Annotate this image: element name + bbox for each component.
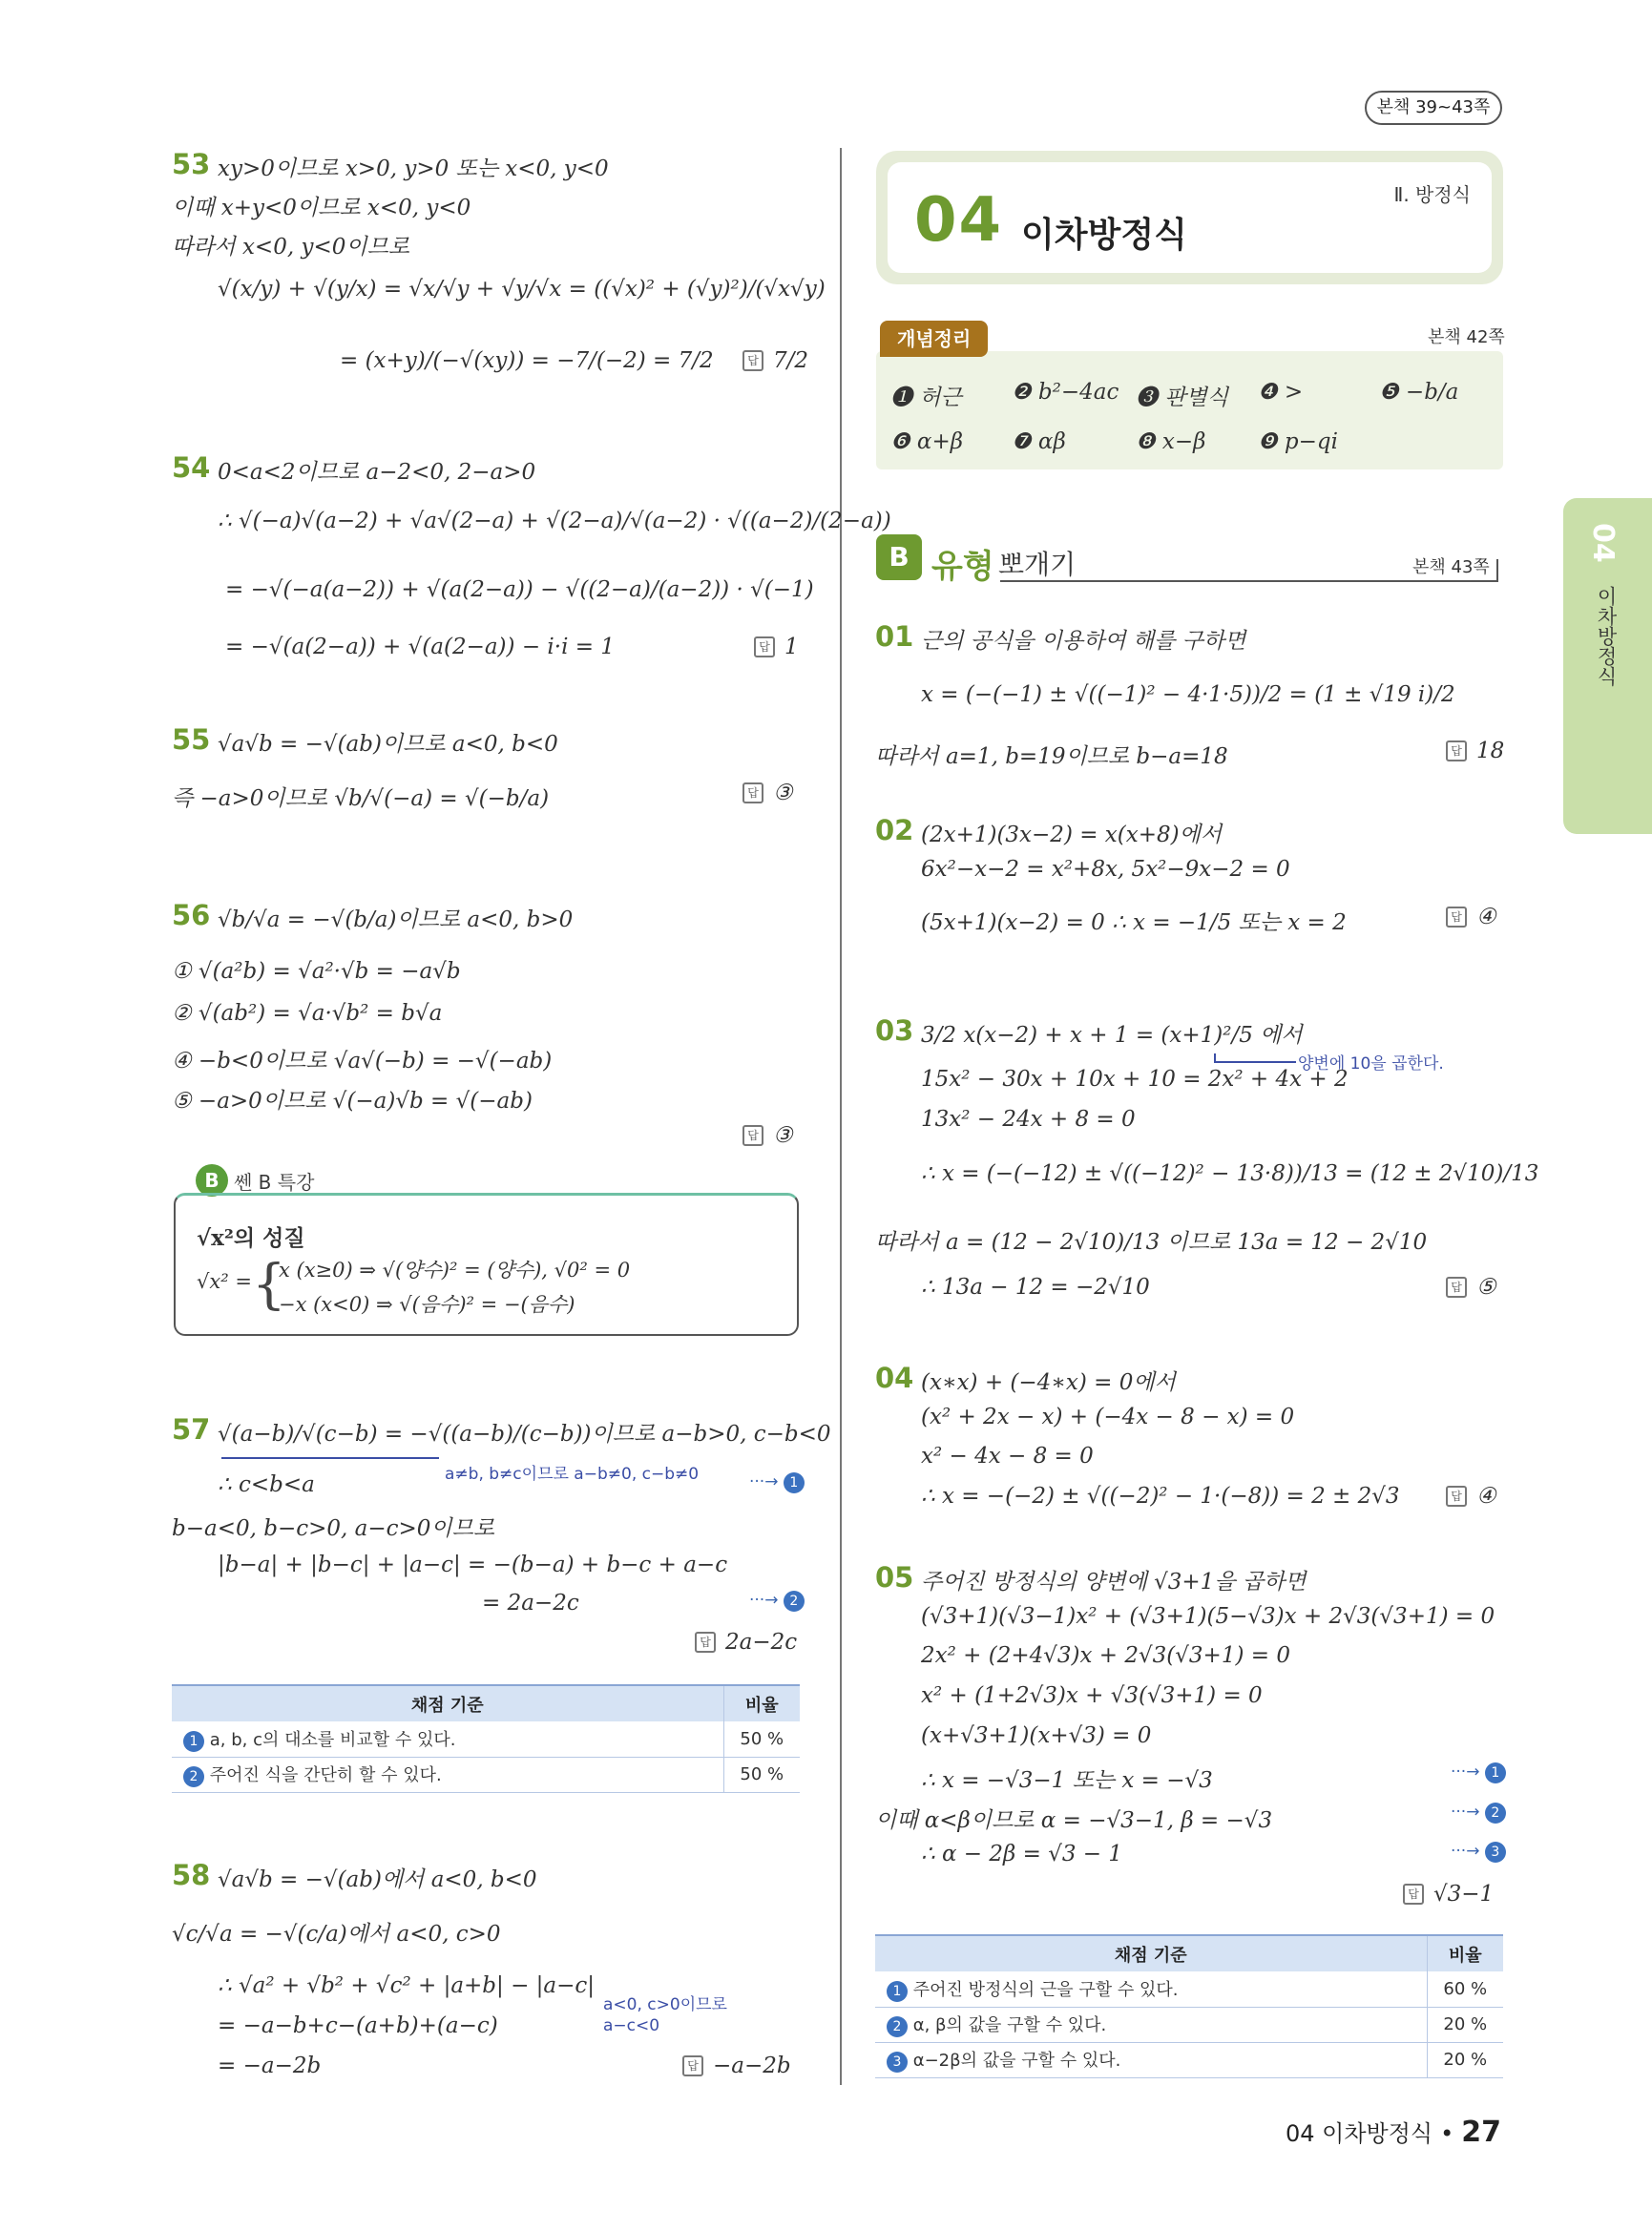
- page-ref-text: 본책 39~43쪽: [1376, 97, 1491, 117]
- page-footer: [1286, 2115, 1501, 2149]
- answer-icon: 답: [742, 782, 763, 803]
- type-section-rule: [1000, 580, 1498, 582]
- p57-note: a≠b, b≠c이므로 a−b≠0, c−b≠0: [445, 1465, 700, 1484]
- p56-line4: ④ −b<0이므로 √a√(−b) = −√(−ab): [172, 1049, 553, 1074]
- q05-grading-table: [875, 1934, 1503, 2078]
- grading-criterion: 주어진 방정식의 근을 구할 수 있다.: [912, 1979, 1179, 2000]
- q03-note: 양변에 10을 곱한다.: [1298, 1054, 1444, 1074]
- q05-step3-marker: ···→ 3: [1451, 1842, 1506, 1863]
- q02-answer-value: ④: [1476, 905, 1496, 929]
- q05-line7: 이때 α<β이므로 α = −√3−1, β = −√3: [875, 1808, 1273, 1833]
- q03-note-rule: [1214, 1061, 1296, 1063]
- problem-number-56: 56: [172, 899, 211, 931]
- p56-line5: ⑤ −a>0이므로 √(−a)√b = √(−ab): [172, 1089, 533, 1114]
- q02-line1: (2x+1)(3x−2) = x(x+8)에서: [921, 823, 1223, 847]
- p58-note: a<0, c>0이므로 a−c<0: [603, 1995, 727, 2035]
- p54-answer: [754, 635, 799, 659]
- grading-ratio: 20 %: [1427, 2042, 1503, 2077]
- q05-line8: ∴ α − 2β = √3 − 1: [921, 1842, 1123, 1866]
- q01-line2: x = (−(−1) ± √((−1)² − 4·1·5))/2 = (1 ± √19 i)/2: [921, 682, 1455, 707]
- p54-line2: ∴ √(−a)√(a−2) + √a√(2−a) + √(2−a)/√(a−2) · √((a−2)/(2−a)): [218, 509, 891, 533]
- type-section-title: 뽀개기: [998, 549, 1077, 580]
- ssen-b-logo-icon: B: [876, 534, 922, 580]
- special-lecture-box: [174, 1193, 799, 1336]
- q01-line1: 근의 공식을 이용하여 해를 구하면: [921, 629, 1246, 654]
- page-number: 27: [1461, 2116, 1501, 2149]
- grading-header-criteria: 채점 기준: [172, 1685, 723, 1721]
- grading-criterion: 주어진 식을 간단히 할 수 있다.: [209, 1765, 442, 1785]
- footer-chapter: 04 이차방정식: [1286, 2120, 1433, 2147]
- chapter-unit: Ⅱ. 방정식: [1393, 183, 1471, 206]
- table-row: [875, 2007, 1503, 2042]
- type-section-title-bold: 유형: [931, 548, 994, 586]
- p56-line1: √b/√a = −√(b/a)이므로 a<0, b>0: [218, 907, 574, 932]
- step-1-icon: 1: [887, 1981, 908, 2002]
- page-ref-badge: [1365, 91, 1502, 125]
- p55-answer-value: ③: [773, 781, 793, 805]
- concept-item-9: ❾ p−qi: [1258, 429, 1339, 454]
- q02-answer: [1446, 905, 1496, 929]
- grading-ratio: 50 %: [723, 1721, 800, 1757]
- step-2-icon: 2: [784, 1591, 805, 1612]
- p57-line2: ∴ c<b<a: [218, 1472, 315, 1497]
- answer-icon: 답: [1446, 1277, 1467, 1298]
- grading-header-ratio: 비율: [723, 1685, 800, 1721]
- grading-criterion: α−2β의 값을 구할 수 있다.: [912, 2051, 1121, 2071]
- p53-line4: √(x/y) + √(y/x) = √x/√y + √y/√x = ((√x)² + (√y)²)/(√x√y): [218, 277, 826, 302]
- p57-answer-value: 2a−2c: [725, 1630, 798, 1655]
- q01-answer-value: 18: [1476, 739, 1505, 763]
- q03-line1: 3/2 x(x−2) + x + 1 = (x+1)²/5 에서: [921, 1023, 1303, 1048]
- p56-answer: [742, 1123, 793, 1148]
- answer-icon: 답: [1446, 907, 1467, 928]
- special-lecture-title: √x²의 성질: [197, 1225, 305, 1251]
- p54-line3: = −√(−a(a−2)) + √(a(2−a)) − √((2−a)/(a−2)) · √(−1): [225, 577, 814, 602]
- q05-line5: (x+√3+1)(x+√3) = 0: [921, 1723, 1152, 1748]
- q04-line4: ∴ x = −(−2) ± √((−2)² − 1·(−8)) = 2 ± 2√3: [921, 1484, 1400, 1509]
- q05-answer-value: √3−1: [1433, 1882, 1495, 1907]
- answer-icon: 답: [754, 636, 775, 657]
- answer-icon: 답: [1446, 740, 1467, 761]
- special-lecture-lhs: √x² =: [197, 1270, 252, 1293]
- q03-line2: 15x² − 30x + 10x + 10 = 2x² + 4x + 2: [921, 1067, 1349, 1092]
- special-lecture-label: 쎈 B 특강: [234, 1170, 315, 1194]
- column-divider: [840, 148, 842, 2085]
- q03-answer: [1446, 1275, 1496, 1300]
- q03-line6: ∴ 13a − 12 = −2√10: [921, 1275, 1150, 1300]
- type-section-page-ref: 본책 43쪽: [1412, 557, 1490, 577]
- q05-answer: [1403, 1882, 1494, 1907]
- answer-icon: 답: [1403, 1884, 1424, 1905]
- q05-line1: 주어진 방정식의 양변에 √3+1을 곱하면: [921, 1570, 1307, 1595]
- q02-line3: (5x+1)(x−2) = 0 ∴ x = −1/5 또는 x = 2: [921, 910, 1347, 935]
- step-3-icon: 3: [1485, 1842, 1506, 1863]
- special-lecture-case1: x (x≥0) ⇒ √(양수)² = (양수), √0² = 0: [279, 1259, 631, 1282]
- grading-criterion: a, b, c의 대소를 비교할 수 있다.: [209, 1729, 456, 1750]
- p58-answer: [682, 2054, 791, 2078]
- q03-answer-value: ⑤: [1476, 1275, 1496, 1300]
- question-number-01: 01: [875, 620, 914, 653]
- answer-icon: 답: [742, 1125, 763, 1146]
- question-number-02: 02: [875, 814, 914, 846]
- p54-line1: 0<a<2이므로 a−2<0, 2−a>0: [218, 460, 536, 485]
- q04-line2: (x² + 2x − x) + (−4x − 8 − x) = 0: [921, 1405, 1295, 1429]
- p54-line4: = −√(a(2−a)) + √(a(2−a)) − i·i = 1: [225, 635, 615, 659]
- ssen-b-icon: B: [196, 1164, 228, 1197]
- concept-item-6: ❻ α+β: [890, 429, 964, 454]
- q01-answer: [1446, 739, 1504, 763]
- concept-item-4: ❹ >: [1258, 380, 1304, 405]
- chapter-header-box: [876, 151, 1503, 284]
- p57-line1: √(a−b)/√(c−b) = −√((a−b)/(c−b))이므로 a−b>0, c−b<0: [218, 1422, 831, 1447]
- side-tab-label: 이차방정식: [1595, 586, 1618, 686]
- p58-line2: √c/√a = −√(c/a)에서 a<0, c>0: [172, 1922, 501, 1947]
- type-section-rule-end: [1496, 559, 1498, 582]
- q03-line3: 13x² − 24x + 8 = 0: [921, 1107, 1136, 1132]
- question-number-04: 04: [875, 1362, 914, 1394]
- p53-line3: 따라서 x<0, y<0이므로: [172, 235, 410, 260]
- p53-answer: [742, 348, 808, 373]
- step-1-icon: 1: [784, 1472, 805, 1493]
- p53-line2: 이때 x+y<0이므로 x<0, y<0: [172, 196, 471, 220]
- question-number-03: 03: [875, 1014, 914, 1047]
- grading-ratio: 50 %: [723, 1757, 800, 1792]
- q05-step2-marker: ···→ 2: [1451, 1803, 1506, 1824]
- brace-icon: {: [252, 1254, 286, 1316]
- concept-item-5: ❺ −b/a: [1379, 380, 1459, 405]
- p55-answer: [742, 781, 793, 805]
- special-lecture-badge: [196, 1164, 314, 1197]
- answer-icon: 답: [695, 1632, 716, 1653]
- q01-line3: 따라서 a=1, b=19이므로 b−a=18: [875, 744, 1228, 769]
- p55-line2: 즉 −a>0이므로 √b/√(−a) = √(−b/a): [172, 786, 550, 811]
- p57-line5: = 2a−2c: [482, 1591, 579, 1616]
- step-1-icon: 1: [1485, 1762, 1506, 1783]
- p53-line1: xy>0이므로 x>0, y>0 또는 x<0, y<0: [218, 156, 609, 181]
- step-1-icon: 1: [183, 1731, 204, 1752]
- p53-line5: = (x+y)/(−√(xy)) = −7/(−2) = 7/2: [340, 348, 714, 373]
- problem-number-53: 53: [172, 148, 211, 180]
- p58-line1: √a√b = −√(ab)에서 a<0, b<0: [218, 1867, 537, 1892]
- q04-line1: (x∗x) + (−4∗x) = 0에서: [921, 1370, 1176, 1395]
- grading-header-criteria: 채점 기준: [875, 1935, 1427, 1971]
- q05-line6: ∴ x = −√3−1 또는 x = −√3: [921, 1768, 1213, 1793]
- side-chapter-tab[interactable]: [1563, 498, 1652, 834]
- step-3-icon: 3: [887, 2052, 908, 2073]
- special-lecture-case2: −x (x<0) ⇒ √(음수)² = −(음수): [279, 1293, 575, 1316]
- p57-step1-marker: ···→ 1: [749, 1472, 805, 1493]
- table-row: [875, 2042, 1503, 2077]
- p57-underline: [221, 1457, 439, 1459]
- grading-criterion: α, β의 값을 구할 수 있다.: [912, 2015, 1107, 2035]
- q03-line5: 따라서 a = (12 − 2√10)/13 이므로 13a = 12 − 2√10: [875, 1230, 1428, 1255]
- p57-grading-table: [172, 1684, 800, 1793]
- question-number-05: 05: [875, 1561, 914, 1594]
- type-section-header: [857, 531, 1506, 586]
- concept-item-7: ❼ αβ: [1012, 429, 1066, 454]
- concept-page-ref: 본책 42쪽: [1428, 327, 1505, 347]
- q05-step1-marker: ···→ 1: [1451, 1762, 1506, 1783]
- answer-icon: 답: [1446, 1486, 1467, 1507]
- q04-answer-value: ④: [1476, 1484, 1496, 1509]
- q04-line3: x² − 4x − 8 = 0: [921, 1444, 1094, 1469]
- p56-line2: ① √(a²b) = √a²·√b = −a√b: [172, 959, 461, 984]
- p55-line1: √a√b = −√(ab)이므로 a<0, b<0: [218, 732, 558, 757]
- problem-number-54: 54: [172, 451, 211, 484]
- answer-icon: 답: [682, 2055, 703, 2076]
- grading-header-ratio: 비율: [1427, 1935, 1503, 1971]
- q03-line4: ∴ x = (−(−12) ± √((−12)² − 13·8))/13 = (12 ± 2√10)/13: [921, 1161, 1539, 1186]
- concept-item-3: ❸ 판별식: [1136, 386, 1228, 410]
- table-row: [172, 1757, 800, 1792]
- p58-line3: ∴ √a² + √b² + √c² + |a+b| − |a−c|: [218, 1973, 596, 1998]
- p56-answer-value: ③: [773, 1123, 793, 1148]
- p58-answer-value: −a−2b: [713, 2054, 791, 2078]
- concept-item-2: ❷ b²−4ac: [1012, 380, 1119, 405]
- q05-line4: x² + (1+2√3)x + √3(√3+1) = 0: [921, 1683, 1263, 1708]
- p58-line4: = −a−b+c−(a+b)+(a−c): [218, 2013, 498, 2038]
- p57-answer: [695, 1630, 797, 1655]
- footer-separator: •: [1440, 2120, 1454, 2147]
- p54-answer-value: 1: [784, 635, 799, 659]
- problem-number-58: 58: [172, 1859, 211, 1891]
- step-2-icon: 2: [183, 1766, 204, 1787]
- step-2-icon: 2: [887, 2016, 908, 2037]
- p57-line3: b−a<0, b−c>0, a−c>0이므로: [172, 1516, 495, 1541]
- table-row: [172, 1721, 800, 1757]
- concept-item-1: ❶ 허근: [890, 386, 962, 410]
- table-row: [875, 1971, 1503, 2007]
- answer-icon: 답: [742, 350, 763, 371]
- chapter-title: 이차방정식: [1021, 216, 1187, 255]
- p58-line5: = −a−2b: [218, 2054, 322, 2078]
- q02-line2: 6x²−x−2 = x²+8x, 5x²−9x−2 = 0: [921, 857, 1290, 882]
- problem-number-57: 57: [172, 1413, 211, 1446]
- q04-answer: [1446, 1484, 1496, 1509]
- q05-line2: (√3+1)(√3−1)x² + (√3+1)(5−√3)x + 2√3(√3+1) = 0: [921, 1604, 1495, 1629]
- problem-number-55: 55: [172, 723, 211, 756]
- concept-label: 개념정리: [880, 321, 988, 357]
- side-tab-number: 04: [1586, 523, 1620, 563]
- concept-item-8: ❽ x−β: [1136, 429, 1206, 454]
- step-2-icon: 2: [1485, 1803, 1506, 1824]
- q05-line3: 2x² + (2+4√3)x + 2√3(√3+1) = 0: [921, 1643, 1290, 1668]
- p56-line3: ② √(ab²) = √a·√b² = b√a: [172, 1001, 443, 1026]
- grading-ratio: 60 %: [1427, 1971, 1503, 2007]
- p57-line4: |b−a| + |b−c| + |a−c| = −(b−a) + b−c + a−c: [218, 1553, 728, 1577]
- p57-step2-marker: ···→ 2: [749, 1591, 805, 1612]
- grading-ratio: 20 %: [1427, 2007, 1503, 2042]
- chapter-number: 04: [914, 185, 1004, 256]
- p53-answer-value: 7/2: [773, 348, 809, 373]
